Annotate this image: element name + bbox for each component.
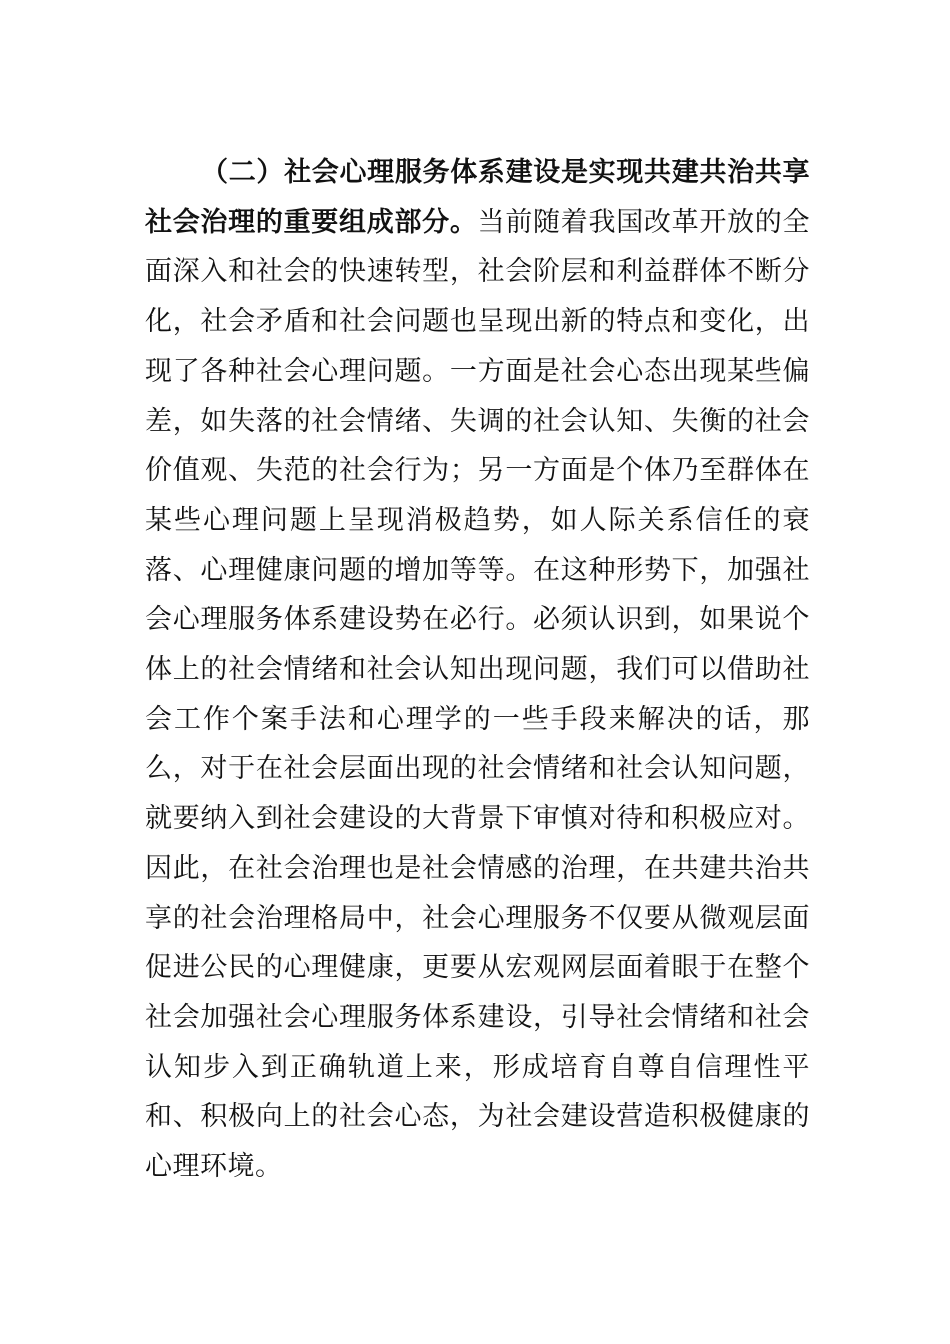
paragraph-body: 当前随着我国改革开放的全面深入和社会的快速转型，社会阶层和利益群体不断分化，社会矛盾和社会问题也呈现出新的特点和变化，出现了各种社会心理问题。一方面是社会心态出现某些偏差，如失落的社会情绪、失调的社会认知、失衡的社会价值观、失范的社会行为；另一方面是个体乃至群体在某些心理问题上呈现消极趋势，如人际关系信任的衰落、心理健康问题的增加等等。在这种形势下，加强社会心理服务体系建设势在必行。必须认识到，如果说个体上的社会情绪和社会认知出现问题，我们可以借助社会工作个案手法和心理学的一些手段来解决的话，那么，对于在社会层面出现的社会情绪和社会认知问题，就要纳入到社会建设的大背景下审慎对待和积极应对。因此，在社会治理也是社会情感的治理，在共建共治共享的社会治理格局中，社会心理服务不仅要从微观层面促进公民的心理健康，更要从宏观网层面着眼于在整个社会加强社会心理服务体系建设，引导社会情绪和社会认知步入到正确轨道上来，形成培育自尊自信理性平和、积极向上的社会心态，为社会建设营造积极健康的心理环境。: [145, 206, 811, 1183]
body-paragraph: [145, 148, 810, 1192]
section-heading: （二）社会心理服务体系建设是实现共建共治共享社会治理的重要组成部分。: [145, 157, 810, 238]
